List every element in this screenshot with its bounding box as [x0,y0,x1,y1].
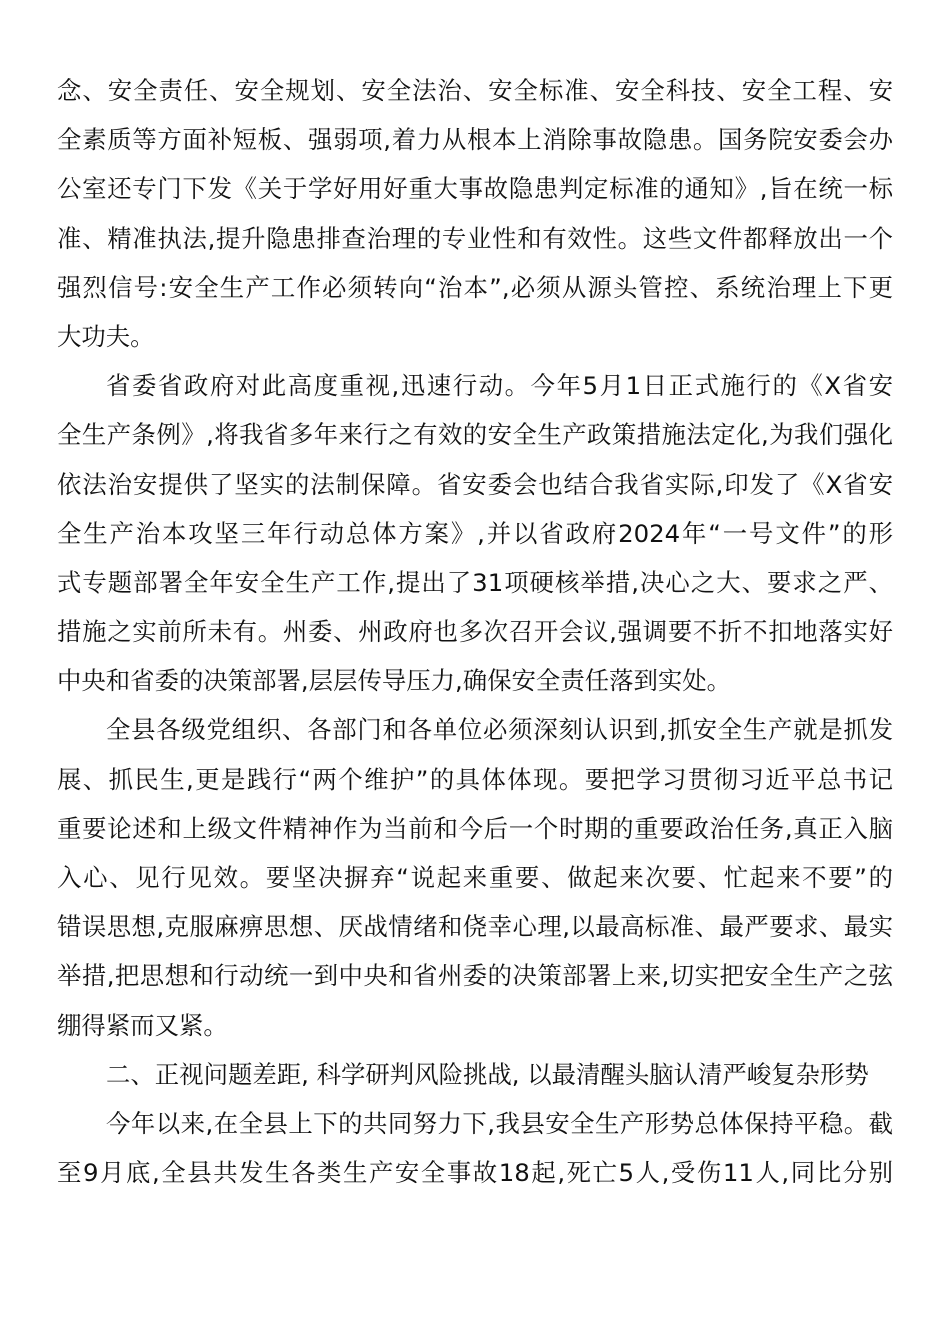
paragraph-county-requirements [57,705,893,1049]
text-line: 省委省政府对此高度重视,迅速行动。今年5月1日正式施行的《X省安 [106,371,893,401]
paragraph-safety-documents [57,66,893,361]
text-line: 重要论述和上级文件精神作为当前和今后一个时期的重要政治任务,真正入脑 [57,813,893,843]
section-heading: 二、正视问题差距, 科学研判风险挑战, 以最清醒头脑认清严峻复杂形势 [106,1059,869,1089]
text-line: 入心、见行见效。要坚决摒弃“说起来重要、做起来次要、忙起来不要”的 [57,863,893,892]
text-line: 措施之实前所未有。州委、州政府也多次召开会议,强调要不折不扣地落实好 [57,617,893,647]
text-line: 大功夫。 [57,321,155,351]
section-heading-2 [57,1050,893,1099]
paragraph-current-situation [57,1099,893,1197]
paragraph-provincial-action [57,361,893,705]
text-line: 今年以来,在全县上下的共同努力下,我县安全生产形势总体保持平稳。截 [106,1108,893,1138]
text-line: 准、精准执法,提升隐患排查治理的专业性和有效性。这些文件都释放出一个 [57,223,893,253]
text-line: 依法治安提供了坚实的法制保障。省安委会也结合我省实际,印发了《X省安 [57,469,893,499]
text-line: 念、安全责任、安全规划、安全法治、安全标准、安全科技、安全工程、安 [57,76,893,105]
text-line: 式专题部署全年安全生产工作,提出了31项硬核举措,决心之大、要求之严、 [57,567,893,597]
text-line: 强烈信号:安全生产工作必须转向“治本”,必须从源头管控、系统治理上下更 [57,272,893,302]
text-line: 全生产条例》,将我省多年来行之有效的安全生产政策措施法定化,为我们强化 [57,420,893,450]
text-line: 全素质等方面补短板、强弱项,着力从根本上消除事故隐患。国务院安委会办 [57,125,893,155]
text-line: 错误思想,克服麻痹思想、厌战情绪和侥幸心理,以最高标准、最严要求、最实 [57,912,893,942]
text-line: 中央和省委的决策部署,层层传导压力,确保安全责任落到实处。 [57,666,732,696]
text-line: 至9月底,全县共发生各类生产安全事故18起,死亡5人,受伤11人,同比分别 [57,1158,893,1188]
document-page [57,66,893,1197]
text-line: 全县各级党组织、各部门和各单位必须深刻认识到,抓安全生产就是抓发 [106,715,893,745]
text-line: 举措,把思想和行动统一到中央和省州委的决策部署上来,切实把安全生产之弦 [57,961,893,991]
text-line: 绷得紧而又紧。 [57,1010,228,1040]
text-line: 全生产治本攻坚三年行动总体方案》,并以省政府2024年“一号文件”的形 [57,518,893,548]
text-line: 展、抓民生,更是践行“两个维护”的具体体现。要把学习贯彻习近平总书记 [57,764,893,794]
text-line: 公室还专门下发《关于学好用好重大事故隐患判定标准的通知》,旨在统一标 [57,174,893,204]
